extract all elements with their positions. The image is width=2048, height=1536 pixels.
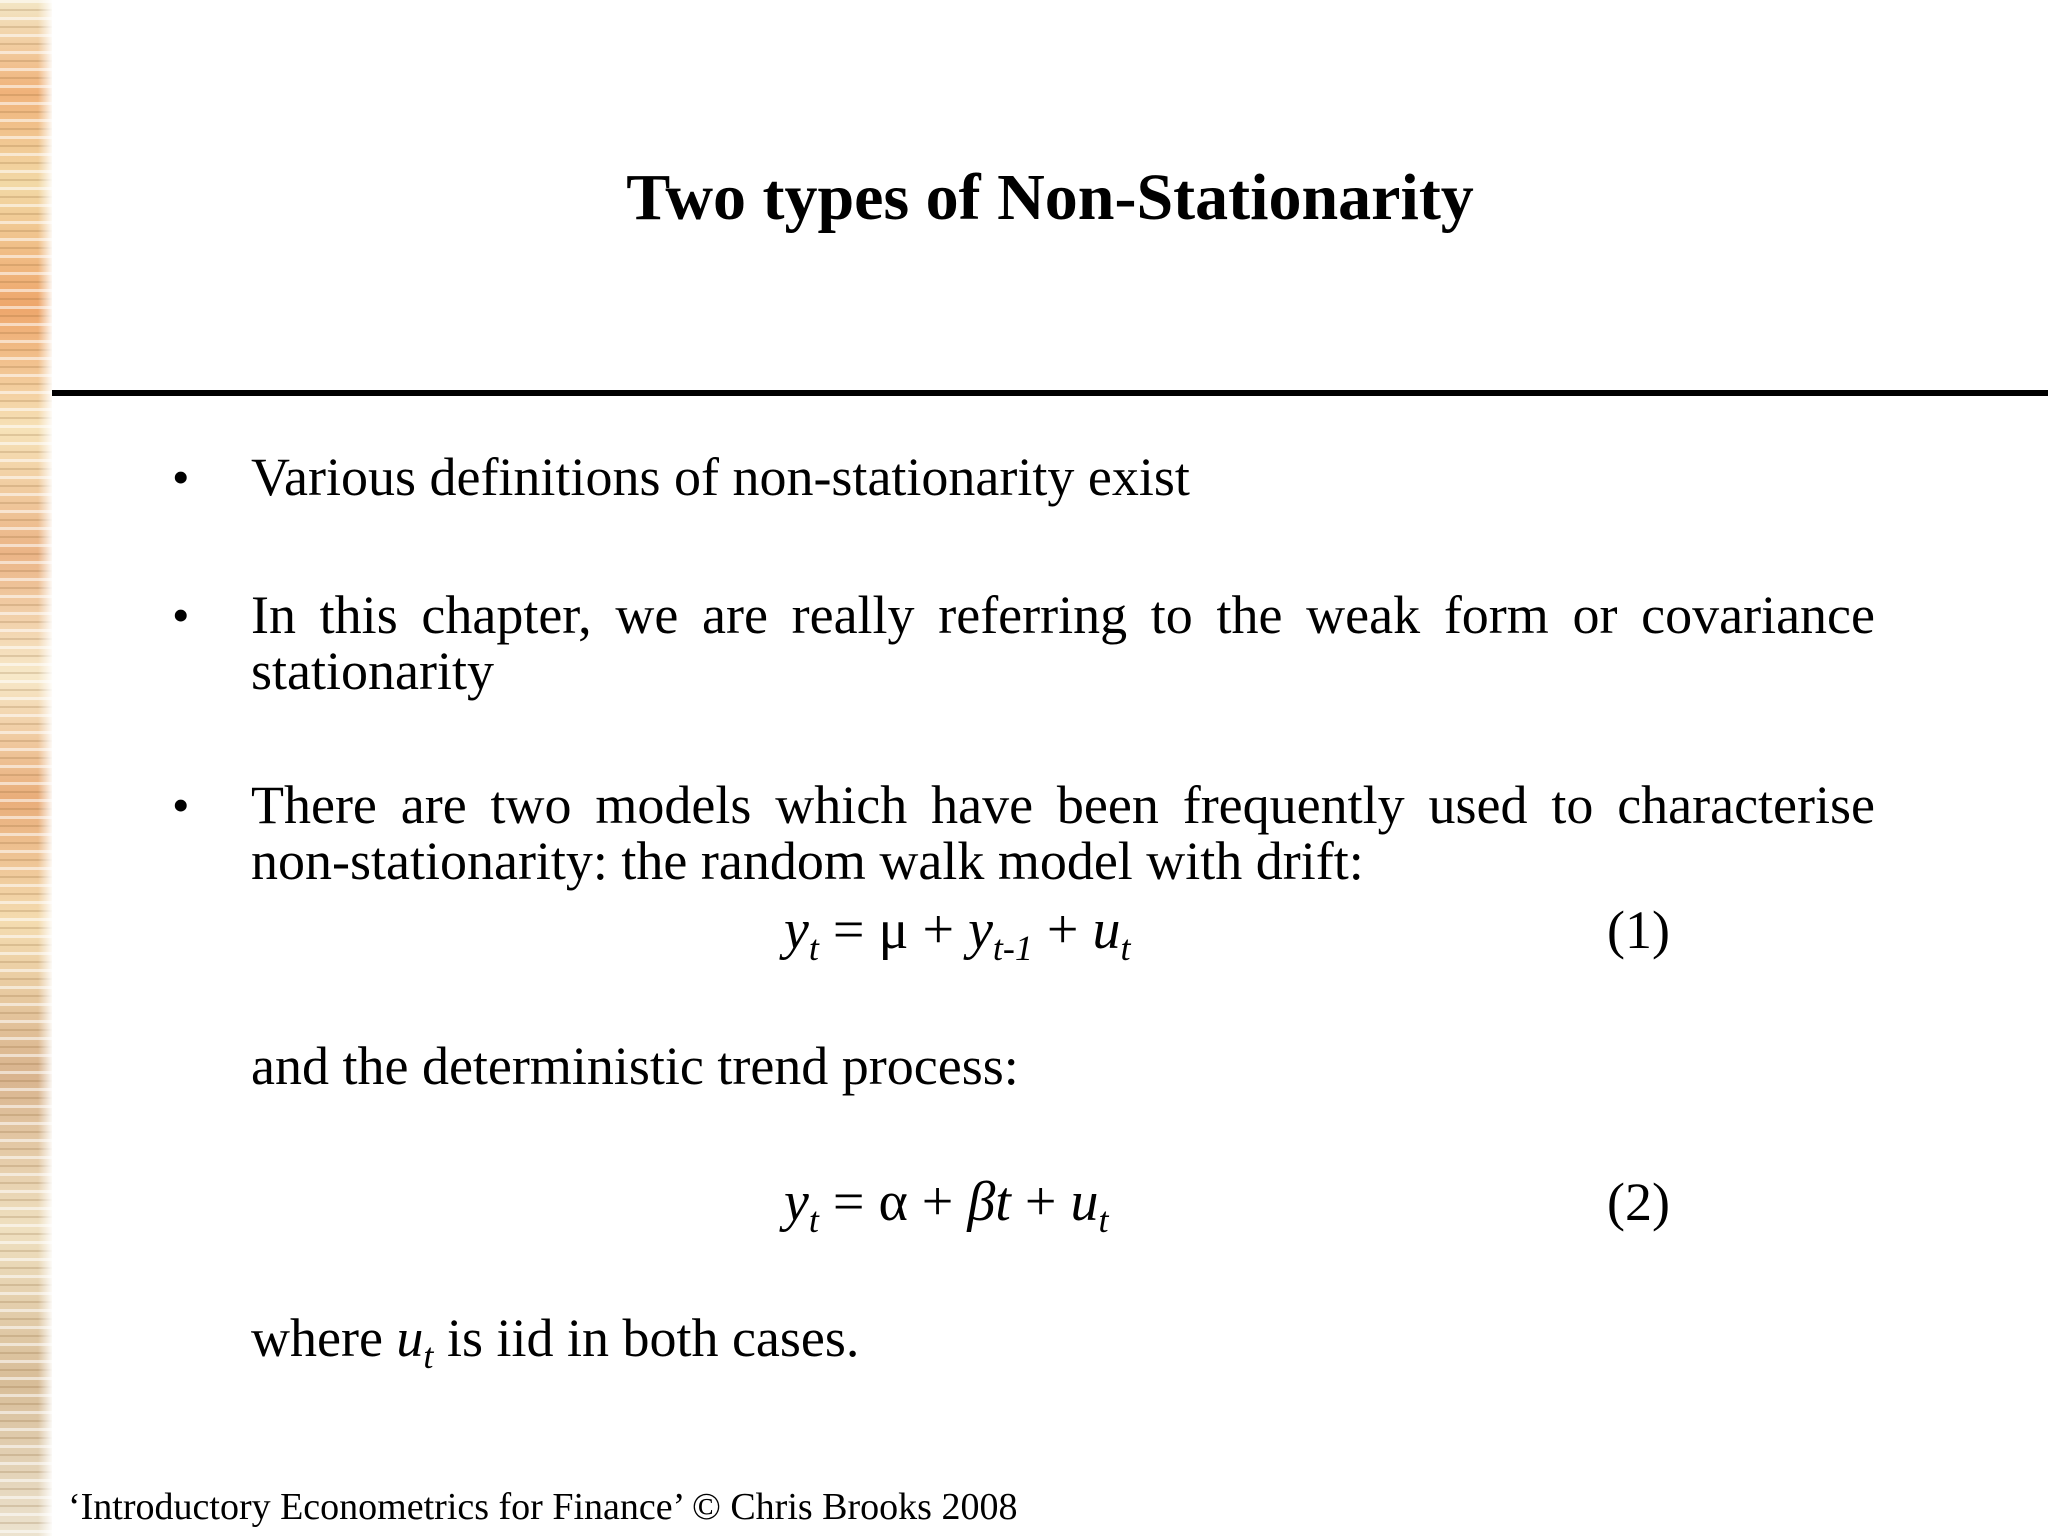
trend-process-intro: and the deterministic trend process:: [251, 1036, 1019, 1096]
eq1-u: u: [1092, 899, 1121, 961]
eq2-t: t: [995, 1171, 1011, 1233]
bullet-2-text: In this chapter, we are really referring to the weak form or covariance stationarity: [251, 585, 1875, 701]
eq2-alpha-term: = α +: [818, 1171, 968, 1233]
eq2-u-sub: t: [1098, 1200, 1109, 1240]
equation-number-1: (1): [1607, 900, 1670, 960]
equation-number-2: (2): [1607, 1172, 1670, 1232]
bullet-1-text: Various definitions of non-stationarity exist: [251, 447, 1190, 507]
eq2-y: y: [784, 1171, 809, 1233]
equation-random-walk: [784, 899, 1131, 968]
eq1-ylag-sub: t-1: [992, 928, 1033, 968]
eq1-ylag: y: [968, 899, 993, 961]
title-divider: [52, 390, 2048, 396]
eq2-y-sub: t: [808, 1200, 819, 1240]
bullet-marker-3: •: [172, 777, 190, 833]
eq2-u: u: [1070, 1171, 1099, 1233]
eq2-plus: +: [1010, 1171, 1071, 1233]
closing-suffix: is iid in both cases.: [433, 1308, 860, 1368]
eq1-y-sub: t: [808, 928, 819, 968]
bullet-marker-1: •: [172, 449, 190, 505]
closing-prefix: where: [251, 1308, 397, 1368]
eq1-mu-term: = μ +: [818, 899, 969, 961]
closing-u-sub: t: [423, 1336, 434, 1376]
slide-footer-credit: ‘Introductory Econometrics for Finance’ © Chris Brooks 2008: [68, 1486, 1018, 1528]
bullet-marker-2: •: [172, 587, 190, 643]
eq1-u-sub: t: [1120, 928, 1131, 968]
closing-u: u: [396, 1308, 424, 1368]
equation-deterministic-trend: [784, 1171, 1109, 1240]
eq1-y: y: [784, 899, 809, 961]
slide-title: Two types of Non-Stationarity: [626, 161, 1474, 234]
bullet-3-text: There are two models which have been frequently used to characterise non-stationarity: the random walk model with drift:: [251, 775, 1875, 891]
closing-statement: [251, 1308, 860, 1376]
eq2-beta: β: [967, 1171, 996, 1233]
eq1-plus: +: [1032, 899, 1093, 961]
decorative-sidebar: [0, 0, 52, 1536]
